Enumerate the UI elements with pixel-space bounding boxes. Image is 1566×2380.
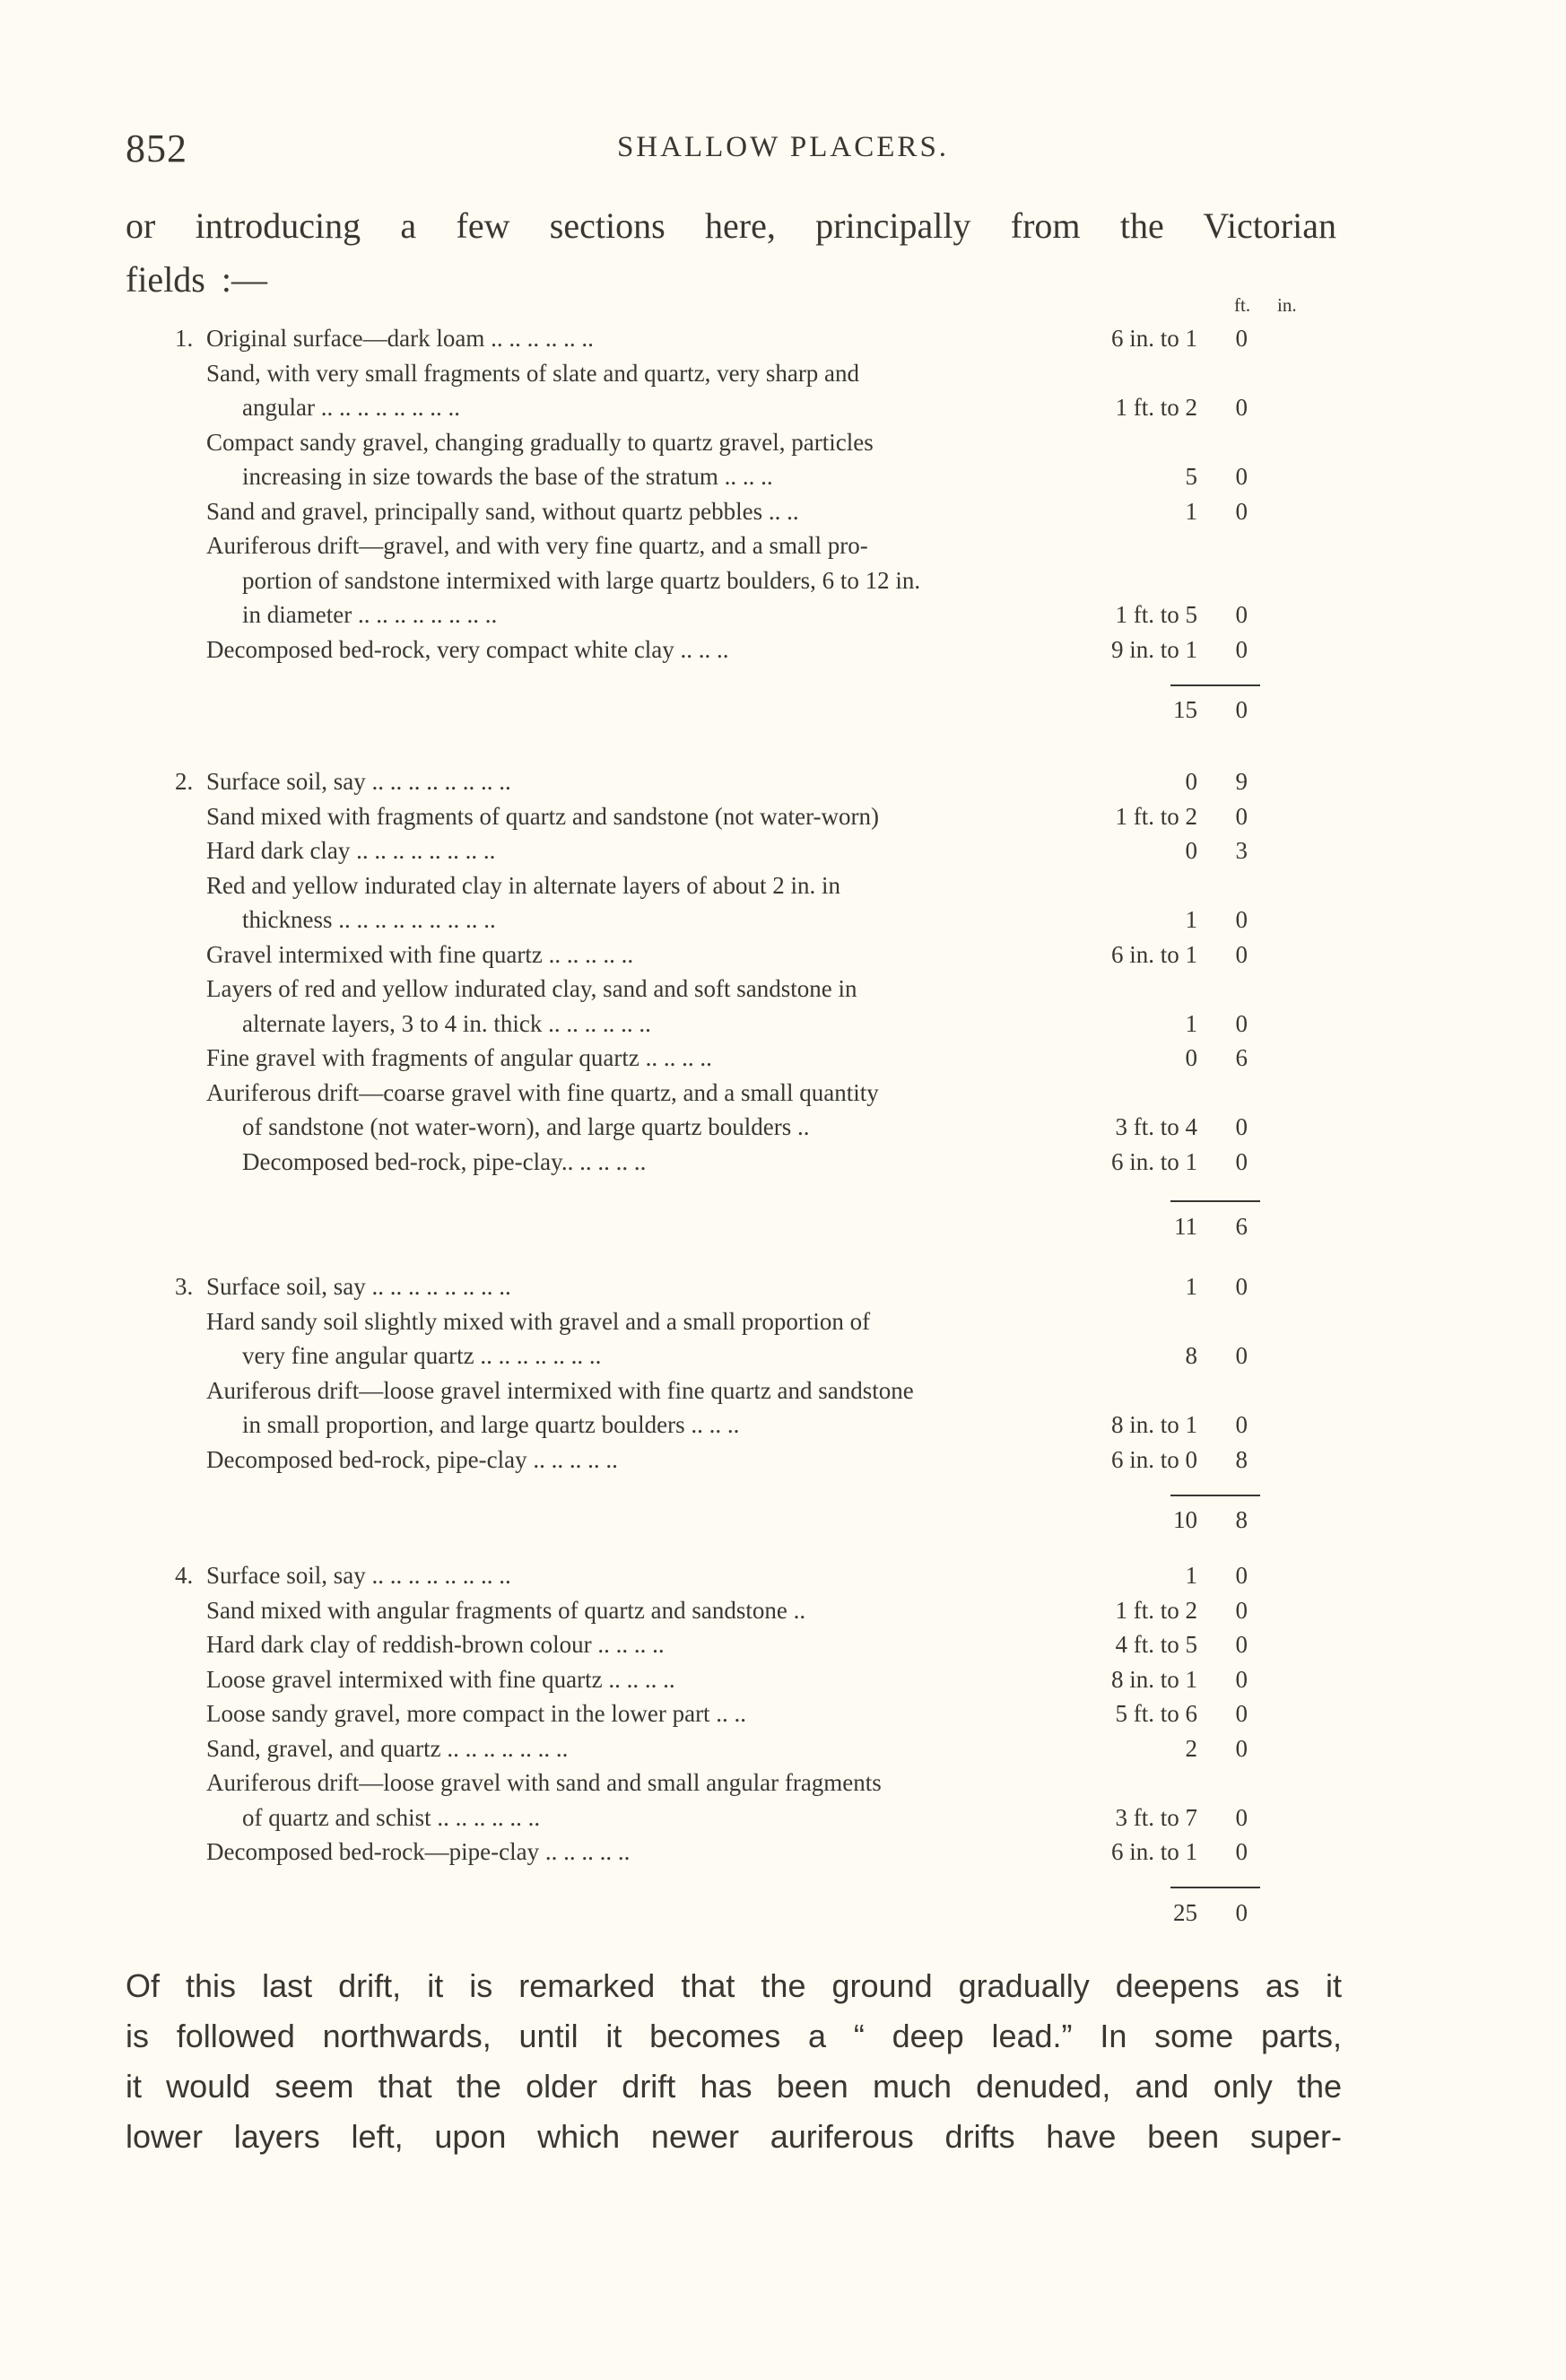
stratum-line [175, 356, 1260, 391]
thickness-inches: 9 [1235, 768, 1248, 795]
thickness-inches: 0 [1235, 1803, 1248, 1831]
running-head: SHALLOW PLACERS. [616, 131, 950, 163]
stratum-description: in diameter .. .. .. .. .. .. .. .. [242, 601, 498, 628]
thickness-feet: 1 ft. to 2 [1115, 394, 1197, 421]
total-inches: 0 [1235, 696, 1248, 723]
stratum-line [175, 1800, 1260, 1835]
thickness-feet: 6 in. to 1 [1110, 325, 1197, 352]
stratum-line [175, 1338, 1260, 1373]
stratum-line [175, 1627, 1260, 1662]
thickness-feet: 6 in. to 1 [1110, 940, 1197, 968]
stratum-line [175, 764, 1260, 799]
stratum-description: Layers of red and yellow indurated clay, sand and soft sandstone in [206, 975, 857, 1002]
stratum-line [175, 1110, 1260, 1145]
thickness-inches: 0 [1235, 802, 1248, 830]
thickness-feet: 1 ft. to 2 [1115, 1596, 1197, 1624]
stratum-description: Auriferous drift—coarse gravel with fine quartz, and a small quantity [206, 1078, 879, 1106]
sum-rule [1170, 1200, 1260, 1202]
stratum-description: Decomposed bed-rock, pipe-clay .. .. .. .. .. [206, 1445, 618, 1473]
intro-line: or introducing a few sections here, principally from the Victorian [126, 205, 1336, 246]
thickness-inches: 0 [1235, 1838, 1248, 1865]
stratum-description: of quartz and schist .. .. .. .. .. .. [242, 1803, 541, 1831]
stratum-line [175, 563, 1260, 598]
thickness-feet: 1 [1185, 906, 1197, 933]
thickness-inches: 0 [1235, 1596, 1248, 1624]
thickness-feet: 9 in. to 1 [1110, 635, 1197, 663]
stratum-description: Fine gravel with fragments of angular quartz .. .. .. .. [206, 1044, 712, 1071]
thickness-inches: 0 [1235, 1342, 1248, 1369]
stratum-description: Auriferous drift—loose gravel with sand and small angular fragments [206, 1769, 882, 1796]
stratum-line [175, 1696, 1260, 1731]
stratum-line [175, 1007, 1260, 1042]
section-number: 1. [175, 325, 194, 352]
thickness-inches: 0 [1235, 1411, 1248, 1438]
stratum-description: thickness .. .. .. .. .. .. .. .. .. [242, 906, 496, 933]
section-number: 4. [175, 1562, 194, 1589]
stratum-description: Gravel intermixed with fine quartz .. .. .. .. .. [206, 940, 634, 968]
thickness-inches: 0 [1235, 394, 1248, 421]
thickness-feet: 1 [1185, 1273, 1197, 1300]
thickness-feet: 5 [1185, 463, 1197, 490]
thickness-inches: 0 [1235, 1113, 1248, 1140]
stratum-line [175, 1408, 1260, 1443]
stratum-line [175, 390, 1260, 425]
page-header [0, 126, 1566, 170]
stratum-line [175, 1076, 1260, 1111]
stratum-line [175, 972, 1260, 1007]
stratum-line [175, 1593, 1260, 1628]
stratum-description: Original surface—dark loam .. .. .. .. .. .. [206, 325, 594, 352]
stratum-line [175, 1835, 1260, 1870]
stratum-line [175, 494, 1260, 529]
stratum-line [175, 1662, 1260, 1697]
thickness-feet: 1 ft. to 2 [1115, 802, 1197, 830]
stratum-description: Red and yellow indurated clay in alternate layers of about 2 in. in [206, 871, 841, 899]
total-feet: 25 [1173, 1899, 1197, 1926]
total-feet: 10 [1173, 1506, 1197, 1533]
thickness-inches: 0 [1235, 1562, 1248, 1589]
sum-rule [1170, 684, 1260, 686]
stratum-line [175, 632, 1260, 667]
thickness-feet: 0 [1185, 768, 1197, 795]
stratum-description: Sand mixed with angular fragments of quartz and sandstone .. [206, 1596, 806, 1624]
thickness-feet: 8 [1185, 1342, 1197, 1369]
stratum-line [175, 321, 1260, 356]
thickness-feet: 5 ft. to 6 [1115, 1700, 1197, 1727]
stratum-line [175, 528, 1260, 563]
stratum-description: increasing in size towards the base of the stratum .. .. .. [242, 463, 773, 490]
thickness-feet: 8 in. to 1 [1110, 1665, 1197, 1693]
stratum-description: Surface soil, say .. .. .. .. .. .. .. .. [206, 1273, 511, 1300]
thickness-inches: 0 [1235, 1631, 1248, 1658]
stratum-description: Decomposed bed-rock, pipe-clay.. .. .. .. .. [242, 1147, 647, 1175]
thickness-feet: 0 [1185, 837, 1197, 864]
thickness-inches: 0 [1235, 635, 1248, 663]
thickness-inches: 8 [1235, 1445, 1248, 1473]
stratum-description: Sand, with very small fragments of slate and quartz, very sharp and [206, 359, 860, 387]
thickness-feet: 6 in. to 1 [1110, 1838, 1197, 1865]
stratum-line [175, 868, 1260, 903]
thickness-feet: 8 in. to 1 [1110, 1411, 1197, 1438]
strata-section [175, 321, 1260, 723]
stratum-line [175, 1269, 1260, 1304]
intro-line: fields :— [126, 259, 267, 300]
stratum-line [175, 799, 1260, 834]
thickness-inches: 0 [1235, 940, 1248, 968]
thickness-feet: 2 [1185, 1734, 1197, 1762]
page-number: 852 [126, 126, 187, 170]
thickness-inches: 0 [1235, 1665, 1248, 1693]
total-feet: 11 [1174, 1213, 1197, 1240]
stratum-description: alternate layers, 3 to 4 in. thick .. .. .. .. .. .. [242, 1009, 651, 1037]
thickness-inches: 0 [1235, 601, 1248, 628]
stratum-description: Surface soil, say .. .. .. .. .. .. .. .. [206, 768, 511, 795]
thickness-inches: 0 [1235, 1147, 1248, 1175]
sum-rule [1170, 1495, 1260, 1496]
stratum-description: Decomposed bed-rock, very compact white clay .. .. .. [206, 635, 729, 663]
closing-paragraph [126, 1961, 1342, 2162]
stratum-description: Sand, gravel, and quartz .. .. .. .. .. .. .. [206, 1734, 569, 1762]
total-feet: 15 [1173, 696, 1197, 723]
strata-section [175, 1269, 1260, 1533]
closing-line: it would seem that the older drift has been much denuded, and only the [126, 2068, 1342, 2105]
thickness-inches: 0 [1235, 1700, 1248, 1727]
stratum-description: in small proportion, and large quartz boulders .. .. .. [242, 1411, 740, 1438]
thickness-inches: 0 [1235, 325, 1248, 352]
stratum-line [175, 1443, 1260, 1478]
thickness-inches: 0 [1235, 1009, 1248, 1037]
total-inches: 8 [1235, 1506, 1248, 1533]
thickness-feet: 3 ft. to 4 [1115, 1113, 1197, 1140]
thickness-feet: 4 ft. to 5 [1115, 1631, 1197, 1658]
thickness-inches: 0 [1235, 906, 1248, 933]
section-number: 2. [175, 768, 194, 795]
thickness-feet: 1 ft. to 5 [1115, 601, 1197, 628]
stratum-line [175, 425, 1260, 460]
thickness-inches: 0 [1235, 463, 1248, 490]
thickness-feet: 6 in. to 1 [1110, 1147, 1197, 1175]
closing-line: is followed northwards, until it becomes a “ deep lead.” In some parts, [126, 2018, 1342, 2054]
stratum-line [175, 1145, 1260, 1180]
stratum-line [175, 833, 1260, 868]
stratum-description: Hard sandy soil slightly mixed with gravel and a small proportion of [206, 1307, 871, 1335]
stratum-line [175, 937, 1260, 972]
thickness-feet: 0 [1185, 1044, 1197, 1071]
strata-section [175, 1558, 1260, 1926]
stratum-line [175, 597, 1260, 632]
stratum-line [175, 1558, 1260, 1593]
thickness-inches: 0 [1235, 1273, 1248, 1300]
closing-line: Of this last drift, it is remarked that the ground gradually deepens as it [126, 1967, 1342, 2004]
intro-paragraph [126, 199, 1336, 307]
stratum-description: Decomposed bed-rock—pipe-clay .. .. .. .. .. [206, 1838, 631, 1865]
thickness-feet: 3 ft. to 7 [1115, 1803, 1197, 1831]
stratum-description: Hard dark clay .. .. .. .. .. .. .. .. [206, 837, 496, 864]
total-inches: 6 [1235, 1213, 1248, 1240]
thickness-feet: 1 [1185, 1009, 1197, 1037]
section-number: 3. [175, 1273, 194, 1300]
stratum-description: very fine angular quartz .. .. .. .. .. .. .. [242, 1342, 602, 1369]
stratum-line [175, 1765, 1260, 1800]
stratum-description: Loose sandy gravel, more compact in the lower part .. .. [206, 1700, 747, 1727]
thickness-inches: 6 [1235, 1044, 1248, 1071]
strata-section [175, 764, 1260, 1240]
stratum-description: Surface soil, say .. .. .. .. .. .. .. .. [206, 1562, 511, 1589]
sum-rule [1170, 1887, 1260, 1888]
stratum-description: portion of sandstone intermixed with large quartz boulders, 6 to 12 in. [242, 566, 921, 594]
inches-column-header: in. [1277, 294, 1297, 316]
stratum-description: Loose gravel intermixed with fine quartz .. .. .. .. [206, 1665, 675, 1693]
closing-line: lower layers left, upon which newer auriferous drifts have been super- [126, 2118, 1342, 2155]
thickness-inches: 0 [1235, 1734, 1248, 1762]
thickness-feet: 6 in. to 0 [1110, 1445, 1197, 1473]
stratum-line [175, 1304, 1260, 1339]
stratum-description: Auriferous drift—loose gravel intermixed with fine quartz and sandstone [206, 1376, 914, 1404]
stratum-description: Auriferous drift—gravel, and with very fine quartz, and a small pro- [206, 532, 868, 559]
thickness-inches: 3 [1235, 837, 1248, 864]
stratum-line [175, 1373, 1260, 1408]
stratum-line [175, 1041, 1260, 1076]
stratum-line [175, 902, 1260, 937]
stratum-line [175, 1731, 1260, 1766]
stratum-description: Sand and gravel, principally sand, without quartz pebbles .. .. [206, 497, 799, 525]
thickness-feet: 1 [1185, 1562, 1197, 1589]
thickness-inches: 0 [1235, 497, 1248, 525]
stratum-description: angular .. .. .. .. .. .. .. .. [242, 394, 460, 421]
stratum-description: Sand mixed with fragments of quartz and sandstone (not water-worn) [206, 802, 880, 830]
thickness-feet: 1 [1185, 497, 1197, 525]
total-inches: 0 [1235, 1899, 1248, 1926]
stratum-description: Hard dark clay of reddish-brown colour .. .. .. .. [206, 1631, 665, 1658]
stratum-line [175, 459, 1260, 494]
feet-column-header: ft. [1234, 294, 1251, 316]
stratum-description: Compact sandy gravel, changing gradually to quartz gravel, particles [206, 428, 874, 456]
stratum-description: of sandstone (not water-worn), and large quartz boulders .. [242, 1113, 810, 1140]
